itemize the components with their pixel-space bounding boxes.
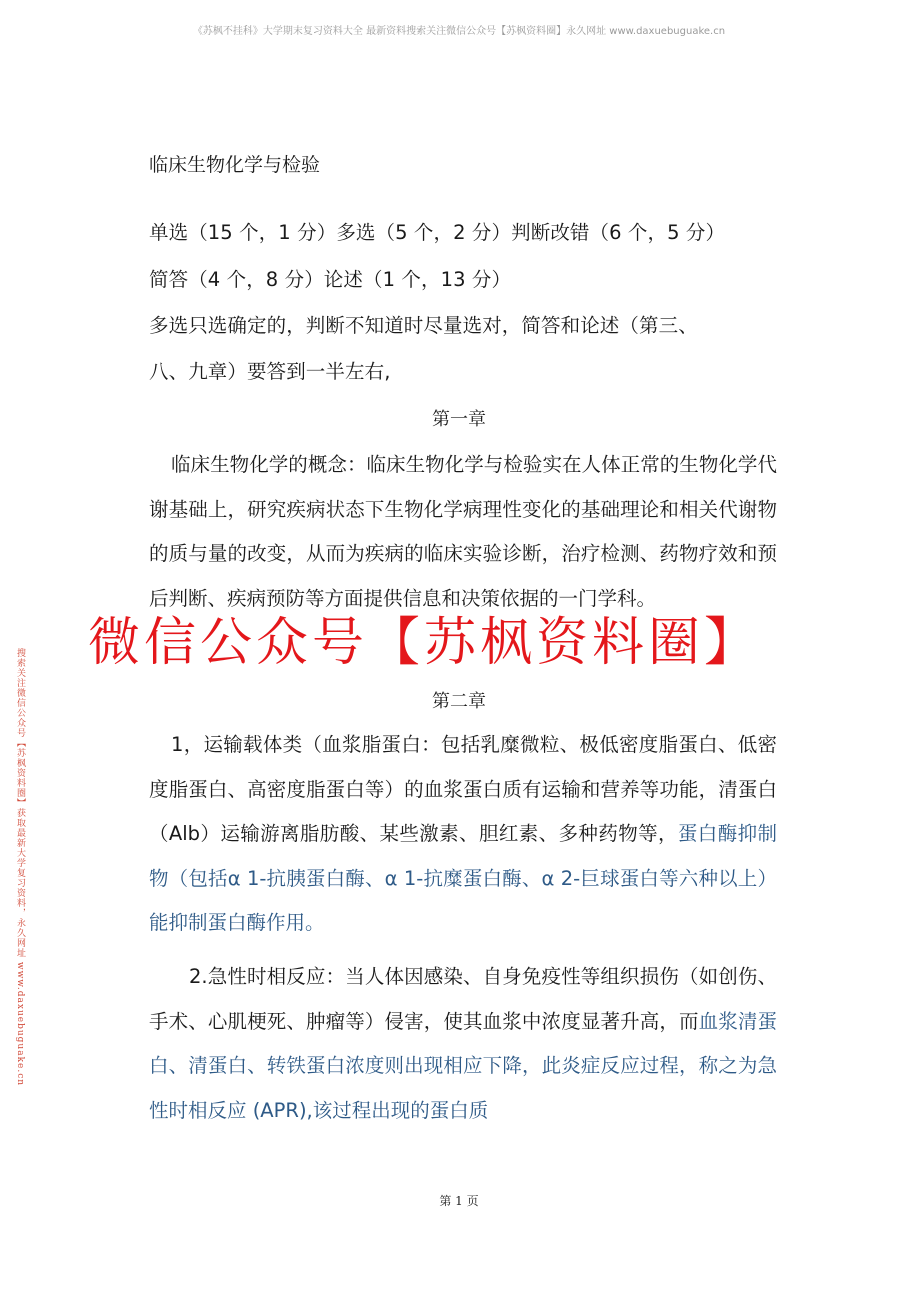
exam-info-line: 八、九章）要答到一半左右, [149, 360, 391, 383]
chapter1-heading: 第一章 [432, 409, 486, 430]
chapter2-heading: 第二章 [432, 691, 486, 712]
chapter2-item1 [149, 723, 777, 946]
item1-highlight: 蛋白酶抑制物（包括α 1-抗胰蛋白酶、α 1-抗糜蛋白酶、α 2-巨球蛋白等六种以上）能抑制蛋白酶作用。 [149, 822, 777, 934]
document-title: 临床生物化学与检验 [149, 154, 321, 176]
watermark: 微信公众号【苏枫资料圈】 [88, 613, 761, 673]
item1-text: 1，运输载体类（血浆脂蛋白：包括乳糜微粒、极低密度脂蛋白、低密度脂蛋白、高密度脂蛋白等）的血浆蛋白质有运输和营养等功能，清蛋白（Alb）运输游离脂肪酸、某些激素、胆红素、多种药物等， [149, 733, 777, 845]
exam-info-line: 简答（4 个，8 分）论述（1 个，13 分） [149, 268, 512, 291]
exam-info-line: 单选（15 个，1 分）多选（5 个，2 分）判断改错（6 个，5 分） [149, 221, 726, 244]
chapter1-paragraph: 临床生物化学的概念：临床生物化学与检验实在人体正常的生物化学代谢基础上，研究疾病状态下生物化学病理性变化的基础理论和相关代谢物的质与量的改变，从而为疾病的临床实验诊断，治疗检测、药物疗效和预后判断、疾病预防等方面提供信息和决策依据的一门学科。 [149, 453, 777, 610]
header-note: 《苏枫不挂科》大学期末复习资料大全 最新资料搜索关注微信公众号【苏枫资料圈】永久网址 www.daxuebuguake.cn [192, 26, 726, 37]
exam-info-line: 多选只选确定的，判断不知道时尽量选对，简答和论述（第三、 [149, 314, 698, 337]
item2-highlight: 血浆清蛋白、清蛋白、转铁蛋白浓度则出现相应下降，此炎症反应过程，称之为急性时相反应 (APR),该过程出现的蛋白质 [149, 1009, 777, 1122]
item2-text: 2.急性时相反应：当人体因感染、自身免疫性等组织损伤（如创伤、手术、心肌梗死、肿瘤等）侵害，使其血浆中浓度显著升高，而 [149, 965, 777, 1033]
side-note: 搜索关注微信公众号【苏枫资料圈】获取最新大学复习资料，永久网址 www.daxuebuguake.cn [15, 648, 25, 1087]
page-number: 第 1 页 [439, 1194, 479, 1208]
chapter2-item2 [149, 955, 777, 1133]
